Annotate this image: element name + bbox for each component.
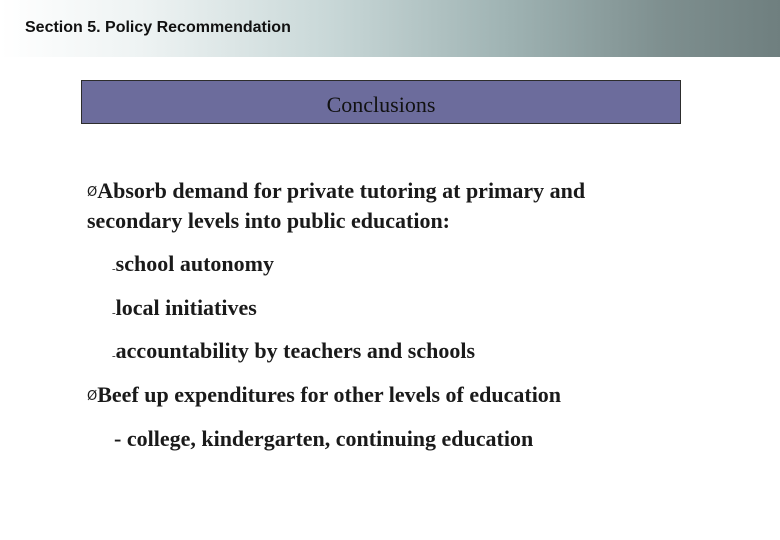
conclusions-title: Conclusions xyxy=(326,92,436,117)
sub-item-school-autonomy xyxy=(112,249,274,284)
sub-item-text: accountability by teachers and schools xyxy=(115,338,476,363)
dash-bullet-icon: - xyxy=(112,350,116,362)
header-band xyxy=(0,0,780,57)
dash-bullet-icon: - xyxy=(112,263,116,275)
sub-item-text: local initiatives xyxy=(115,295,257,320)
sub-line-education-levels xyxy=(114,424,533,454)
bullet-text-line1: Beef up expenditures for other levels of education xyxy=(97,382,562,407)
sub-item-accountability xyxy=(112,336,475,371)
sub-item-local-initiatives xyxy=(112,293,257,328)
conclusions-title-box xyxy=(81,80,681,124)
arrow-bullet-icon: Ø xyxy=(87,185,98,200)
bullet-absorb-demand xyxy=(87,176,585,208)
bullet-text-line1: Absorb demand for private tutoring at primary and xyxy=(97,178,586,203)
dash-bullet-icon: - xyxy=(112,307,116,319)
bullet-text-line2: secondary levels into public education: xyxy=(87,208,451,233)
sub-line-text: - college, kindergarten, continuing education xyxy=(114,426,534,451)
sub-item-text: school autonomy xyxy=(115,251,274,276)
section-title: Section 5. Policy Recommendation xyxy=(25,19,291,36)
bullet-beef-up-expenditures xyxy=(87,380,561,412)
bullet-absorb-demand-continued xyxy=(87,206,450,236)
arrow-bullet-icon: Ø xyxy=(87,389,98,404)
